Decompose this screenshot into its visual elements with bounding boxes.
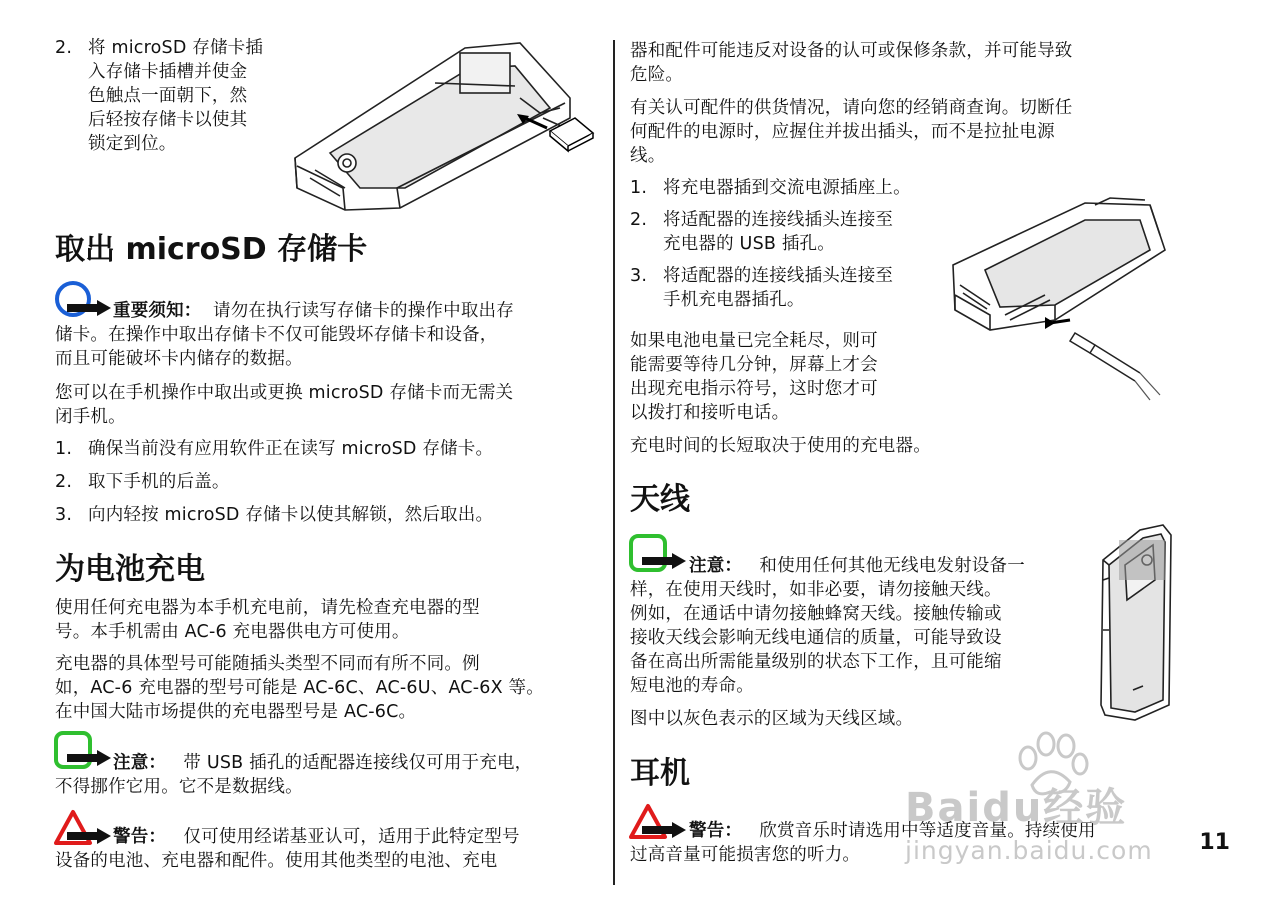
hotswap-line: 您可以在手机操作中取出或更换 microSD 存储卡而无需关 [55,383,514,403]
important-info-icon [53,280,115,320]
insert-step-line: 后轻按存储卡以使其 [88,110,248,130]
charge-step-line: 手机充电器插孔。 [663,290,805,310]
supply-line: 线。 [630,146,666,166]
remove-step-2: 2. 取下手机的后盖。 [55,472,230,492]
antenna-note-line: 备在高出所需能量级别的状态下工作，且可能缩 [630,652,1002,672]
charge-time-line: 充电时间的长短取决于使用的充电器。 [630,436,931,456]
watermark-logo: Baidu经验 [905,785,1128,831]
phone-memory-card-illustration [285,38,600,213]
insert-step-line: 锁定到位。 [88,134,177,154]
charge-step-2: 2. 将适配器的连接线插头连接至 [630,210,894,230]
warning-first-line: 警告： 仅可使用经诺基亚认可，适用于此特定型号 [113,827,520,847]
insert-step-2: 2. 将 microSD 存储卡插 [55,38,264,58]
antenna-note-line: 短电池的寿命。 [630,676,754,696]
insert-step-line: 色触点一面朝下，然 [88,86,248,106]
empty-battery-line: 以拨打和接听电话。 [630,403,790,423]
continued-line: 器和配件可能违反对设备的认可或保修条款，并可能导致 [630,41,1073,61]
supply-line: 有关认可配件的供货情况，请向您的经销商查询。切断任 [630,98,1073,118]
headset-warning-line: 过高音量可能损害您的听力。 [630,845,861,865]
charge-battery-heading: 为电池充电 [55,552,205,587]
remove-step-3: 3. 向内轻按 microSD 存储卡以使其解锁，然后取出。 [55,505,494,525]
warning-icon [628,802,690,844]
headset-warning-first-line: 警告： 欣赏音乐时请选用中等适度音量。持续使用 [689,821,1096,841]
watermark-url: jingyan.baidu.com [905,836,1153,865]
model-line: 如，AC-6 充电器的型号可能是 AC-6C、AC-6U、AC-6X 等。 [55,678,544,698]
warning-line: 设备的电池、充电器和配件。使用其他类型的电池、充电 [55,851,498,871]
empty-battery-line: 出现充电指示符号，这时您才可 [630,379,878,399]
page-number: 11 [1199,830,1230,855]
phone-charger-illustration [945,195,1170,405]
phone-antenna-illustration [1095,520,1175,725]
charge-step-1: 1. 将充电器插到交流电源插座上。 [630,178,911,198]
note-line: 不得挪作它用。它不是数据线。 [55,777,303,797]
insert-step-line: 入存储卡插槽并使金 [88,62,248,82]
warning-icon [53,808,115,850]
remove-step-1: 1. 确保当前没有应用软件正在读写 microSD 存储卡。 [55,439,494,459]
remove-microsd-heading: 取出 microSD 存储卡 [55,232,368,267]
continued-line: 危险。 [630,65,684,85]
important-line: 而且可能破坏卡内储存的数据。 [55,349,303,369]
empty-battery-line: 如果电池电量已完全耗尽，则可 [630,331,878,351]
important-first-line: 重要须知： 请勿在执行读写存储卡的操作中取出存 [113,301,514,321]
note-icon [628,533,690,575]
headset-heading: 耳机 [630,756,690,791]
important-line: 储卡。在操作中取出存储卡不仅可能毁坏存储卡和设备， [55,325,498,345]
antenna-note-line: 接收天线会影响无线电通信的质量，可能导致设 [630,628,1002,648]
empty-battery-line: 能需要等待几分钟，屏幕上才会 [630,355,878,375]
antenna-area-line: 图中以灰色表示的区域为天线区域。 [630,709,914,729]
antenna-heading: 天线 [630,482,690,517]
column-divider [613,40,615,885]
supply-line: 何配件的电源时，应握住并拔出插头，而不是拉扯电源 [630,122,1055,142]
hotswap-line: 闭手机。 [55,407,126,427]
charge-step-3: 3. 将适配器的连接线插头连接至 [630,266,894,286]
charge-line: 使用任何充电器为本手机充电前，请先检查充电器的型 [55,598,480,618]
charge-step-line: 充电器的 USB 插孔。 [663,234,835,254]
model-line: 在中国大陆市场提供的充电器型号是 AC-6C。 [55,702,417,722]
note-icon [53,730,115,772]
model-line: 充电器的具体型号可能随插头类型不同而有所不同。例 [55,654,480,674]
antenna-note-first-line: 注意： 和使用任何其他无线电发射设备一 [689,556,1025,576]
note-first-line: 注意： 带 USB 插孔的适配器连接线仅可用于充电， [113,753,533,773]
antenna-note-line: 例如，在通话中请勿接触蜂窝天线。接触传输或 [630,604,1002,624]
charge-line: 号。本手机需由 AC-6 充电器供电方可使用。 [55,622,410,642]
antenna-note-line: 样，在使用天线时，如非必要，请勿接触天线。 [630,580,1002,600]
